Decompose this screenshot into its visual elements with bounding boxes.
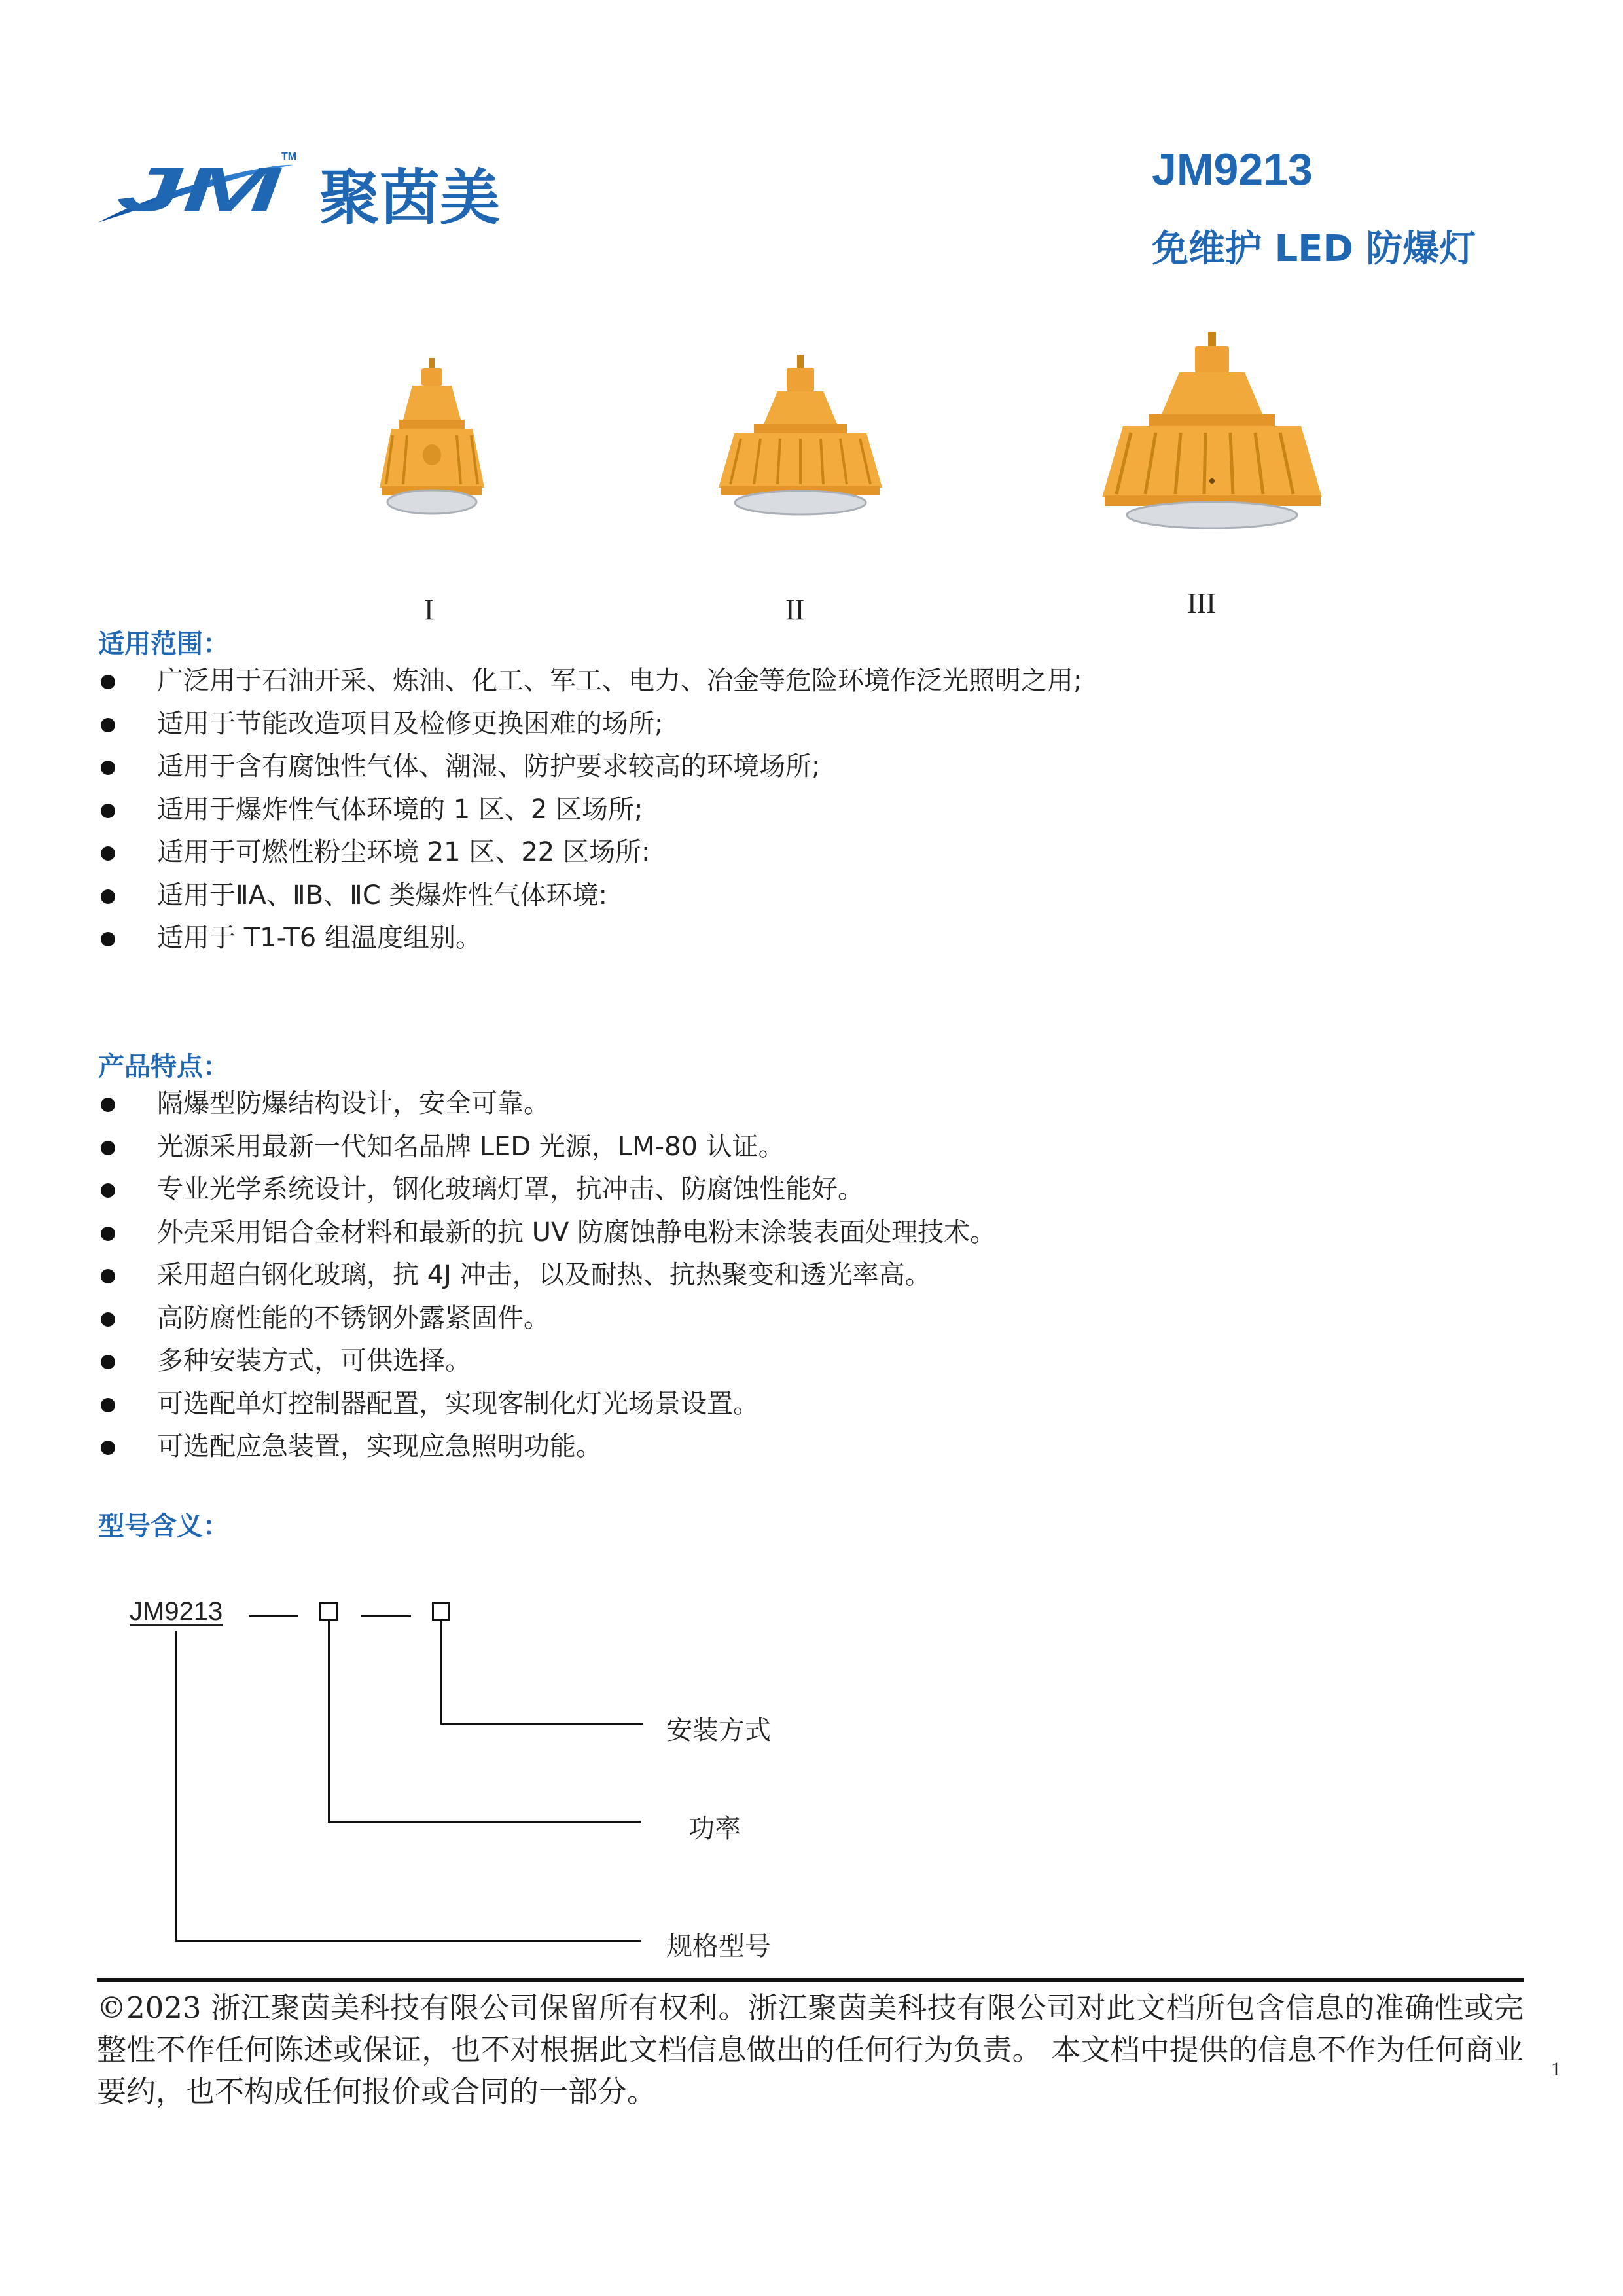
logo-trademark: TM — [281, 151, 297, 162]
bullet-icon — [101, 1183, 115, 1198]
list-item-text: 适用于 T1-T6 组温度组别。 — [157, 923, 482, 953]
list-item-text: 采用超白钢化玻璃，抗 4J 冲击，以及耐热、抗热聚变和透光率高。 — [157, 1260, 931, 1290]
list-item-text: 广泛用于石油开采、炼油、化工、军工、电力、冶金等危险环境作泛光照明之用; — [157, 666, 1082, 696]
list-item-text: 专业光学系统设计，钢化玻璃灯罩，抗冲击、防腐蚀性能好。 — [157, 1174, 864, 1204]
bullet-icon — [101, 1141, 115, 1155]
bullet-icon — [101, 1227, 115, 1241]
list-item-text: 可选配单灯控制器配置，实现客制化灯光场景设置。 — [157, 1388, 759, 1419]
bullet-icon — [101, 718, 115, 732]
applications-title: 适用范围： — [98, 629, 229, 659]
bullet-icon — [101, 1398, 115, 1412]
bullet-icon — [101, 761, 115, 775]
model-code: JM9213 — [1152, 145, 1313, 194]
page-number: 1 — [1551, 2058, 1561, 2080]
list-item — [98, 1297, 1505, 1340]
bullet-icon — [101, 1098, 115, 1112]
list-item-text: 适用于含有腐蚀性气体、潮湿、防护要求较高的环境场所; — [157, 751, 821, 781]
install-box — [432, 1602, 450, 1621]
lamp-label-3: III — [1187, 587, 1216, 619]
list-item-text: 多种安装方式，可供选择。 — [157, 1346, 471, 1376]
bullet-icon — [101, 1355, 115, 1369]
list-item-text: 光源采用最新一代知名品牌 LED 光源，LM-80 认证。 — [157, 1131, 785, 1162]
applications-list — [98, 660, 1505, 960]
list-item — [98, 1126, 1505, 1169]
list-item-text: 隔爆型防爆结构设计，安全可靠。 — [157, 1088, 550, 1119]
power-label: 功率 — [688, 1814, 741, 1844]
list-item-text: 可选配应急装置，实现应急照明功能。 — [157, 1431, 602, 1462]
lamp-image-medium — [715, 353, 886, 517]
dash-line-2 — [361, 1615, 411, 1617]
list-item-text: 适用于节能改造项目及检修更换困难的场所; — [157, 708, 664, 739]
bullet-icon — [101, 804, 115, 818]
footer-divider — [97, 1978, 1524, 1982]
logo-mark: JM — [116, 154, 283, 224]
list-item — [98, 917, 1505, 960]
list-item-text: 适用于ⅡA、ⅡB、ⅡC 类爆炸性气体环境: — [157, 880, 607, 910]
power-box — [319, 1602, 338, 1621]
lamp-image-small — [373, 357, 491, 517]
list-item-text: 适用于可燃性粉尘环境 21 区、22 区场所: — [157, 837, 651, 867]
lamp-label-1: I — [424, 594, 434, 626]
list-item — [98, 703, 1505, 746]
list-item-text: 适用于爆炸性气体环境的 1 区、2 区场所; — [157, 794, 643, 825]
bullet-icon — [101, 1441, 115, 1455]
company-logo — [97, 145, 516, 237]
bullet-icon — [101, 675, 115, 689]
footer-copyright: ©2023 浙江聚茵美科技有限公司保留所有权利。浙江聚茵美科技有限公司对此文档所包含信息的准确性或完整性不作任何陈述或保证，也不对根据此文档信息做出的任何行为负责。 本文档中提供的信息不作为任何商业要约，也不构成任何报价或合同的一部分。 — [97, 1990, 1524, 2109]
lamp-image-large — [1099, 331, 1325, 530]
spec-model-label: 规格型号 — [666, 1931, 771, 1962]
list-item — [98, 874, 1505, 918]
list-item — [98, 660, 1505, 703]
lamp-label-2: II — [785, 594, 805, 626]
list-item-text: 外壳采用铝合金材料和最新的抗 UV 防腐蚀静电粉末涂装表面处理技术。 — [157, 1217, 997, 1247]
install-leader-v — [440, 1621, 442, 1724]
list-item — [98, 1211, 1505, 1255]
logo-brand-name: 聚茵美 — [319, 163, 501, 233]
power-leader-v — [328, 1621, 330, 1822]
power-leader-h — [328, 1821, 641, 1823]
list-item — [98, 1383, 1505, 1426]
bullet-icon — [101, 932, 115, 946]
list-item-text: 高防腐性能的不锈钢外露紧固件。 — [157, 1302, 550, 1333]
spec-leader-h — [175, 1940, 641, 1942]
bullet-icon — [101, 1312, 115, 1327]
model-meaning-title: 型号含义： — [98, 1511, 229, 1541]
spec-leader-v — [175, 1631, 177, 1941]
list-item — [98, 789, 1505, 832]
install-method-label: 安装方式 — [666, 1715, 771, 1746]
list-item — [98, 831, 1505, 874]
model-code-label: JM9213 — [130, 1597, 223, 1626]
features-list — [98, 1083, 1505, 1469]
list-item — [98, 745, 1505, 789]
bullet-icon — [101, 889, 115, 904]
install-leader-h — [440, 1723, 643, 1725]
features-title: 产品特点： — [98, 1052, 229, 1082]
list-item — [98, 1426, 1505, 1469]
list-item — [98, 1340, 1505, 1383]
dash-line-1 — [249, 1615, 298, 1617]
list-item — [98, 1168, 1505, 1211]
bullet-icon — [101, 846, 115, 861]
product-name: 免维护 LED 防爆灯 — [1152, 228, 1476, 270]
list-item — [98, 1254, 1505, 1297]
list-item — [98, 1083, 1505, 1126]
bullet-icon — [101, 1269, 115, 1283]
